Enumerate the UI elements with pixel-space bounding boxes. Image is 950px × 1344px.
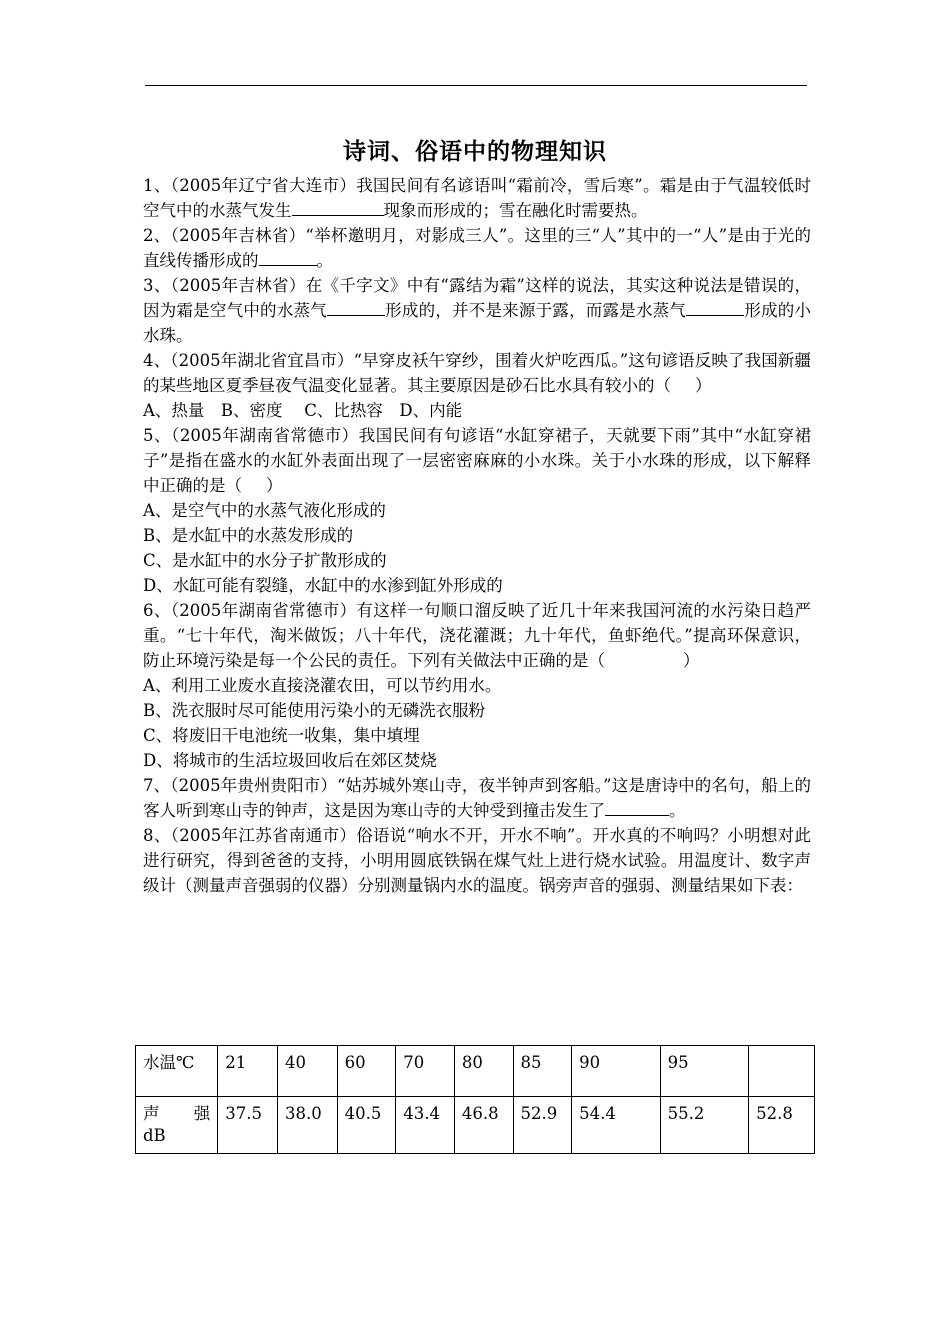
option-c: C、将废旧干电池统一收集，集中填埋 [143,726,420,745]
table-row [136,1097,815,1154]
question-body [143,173,811,898]
question-3: 3、（2005年吉林省）在《千字文》中有“露结为霜”这样的说法，其实这种说法是错误的，因为霜是空气中的水蒸气 形成的，并不是来源于露，而露是水蒸气 形成的小水珠。 [143,276,812,345]
question-5: 5、（2005年湖南省常德市）我国民间有句谚语“水缸穿裙子，天就要下雨”其中“水缸穿裙子”是指在盛水的水缸外表面出现了一层密密麻麻的小水珠。关于小水珠的形成，以下解释中正确的是（ ） [143,426,811,495]
option-d: D、将城市的生活垃圾回收后在郊区焚烧 [143,751,437,770]
table-cell: 40.5 [337,1097,396,1154]
table-cell: 60 [337,1046,396,1097]
table-cell: 52.9 [513,1097,572,1154]
option-a: A、是空气中的水蒸气液化形成的 [143,501,386,520]
table-cell: 70 [396,1046,455,1097]
answer-blank[interactable] [605,798,669,816]
measurement-table [135,1045,815,1154]
table-cell: 40 [277,1046,337,1097]
row-header-sound: 声 强 dB [136,1097,218,1154]
option-b: B、洗衣服时尽可能使用污染小的无磷洗衣服粉 [143,701,486,720]
table-cell: 38.0 [277,1097,337,1154]
header-rule [145,85,807,86]
table-cell: 37.5 [218,1097,278,1154]
page-title: 诗词、俗语中的物理知识 [343,138,607,165]
question-1: 1、（2005年辽宁省大连市）我国民间有名谚语叫“霜前冷，雪后寒”。霜是由于气温较低时空气中的水蒸气发生 现象而形成的；雪在融化时需要热。 [143,176,811,220]
answer-blank[interactable] [327,298,385,316]
question-7: 7、（2005年贵州贵阳市）“姑苏城外寒山寺，夜半钟声到客船。”这是唐诗中的名句，船上的客人听到寒山寺的钟声，这是因为寒山寺的大钟受到撞击发生了 。 [143,776,811,820]
table-cell: 55.2 [660,1097,748,1154]
question-6: 6、（2005年湖南省常德市）有这样一句顺口溜反映了近几十年来我国河流的水污染日趋严重。“七十年代，淘米做饭；八十年代，浇花灌溉；九十年代，鱼虾绝代。”提高环保意识，防止环境污染是每一个公民的责任。下列有关做法中正确的是（ ） [143,601,811,670]
table-cell: 46.8 [454,1097,513,1154]
table-cell [749,1046,815,1097]
answer-blank[interactable] [686,298,744,316]
answer-blank[interactable] [292,198,384,216]
table-cell: 95 [660,1046,748,1097]
table-cell: 54.4 [572,1097,660,1154]
table-cell: 52.8 [749,1097,815,1154]
table-cell: 80 [454,1046,513,1097]
question-4-options: A、热量 B、密度 C、比热容 D、内能 [143,401,463,420]
question-4: 4、（2005年湖北省宜昌市）“早穿皮袄午穿纱，围着火炉吃西瓜。”这句谚语反映了我国新疆的某些地区夏季昼夜气温变化显著。其主要原因是砂石比水具有较小的（ ） [143,351,811,395]
table-cell: 85 [513,1046,572,1097]
table-cell: 43.4 [396,1097,455,1154]
table-cell: 90 [572,1046,660,1097]
option-a: A、利用工业废水直接浇灌农田，可以节约用水。 [143,676,502,695]
option-d: D、水缸可能有裂缝，水缸中的水渗到缸外形成的 [143,576,503,595]
table-row [136,1046,815,1097]
question-2: 2、（2005年吉林省）“举杯邀明月，对影成三人”。这里的三“人”其中的一“人”是由于光的直线传播形成的 。 [143,226,811,270]
answer-blank[interactable] [259,248,317,266]
question-8: 8、（2005年江苏省南通市）俗语说“响水不开，开水不响”。开水真的不响吗？小明想对此进行研究，得到爸爸的支持，小明用圆底铁锅在煤气灶上进行烧水试验。用温度计、数字声级计（测量声音强弱的仪器）分别测量锅内水的温度。锅旁声音的强弱、测量结果如下表： [143,826,811,895]
option-c: C、是水缸中的水分子扩散形成的 [143,551,387,570]
option-b: B、是水缸中的水蒸发形成的 [143,526,354,545]
row-header-temperature: 水温℃ [136,1046,218,1097]
table-cell: 21 [218,1046,278,1097]
